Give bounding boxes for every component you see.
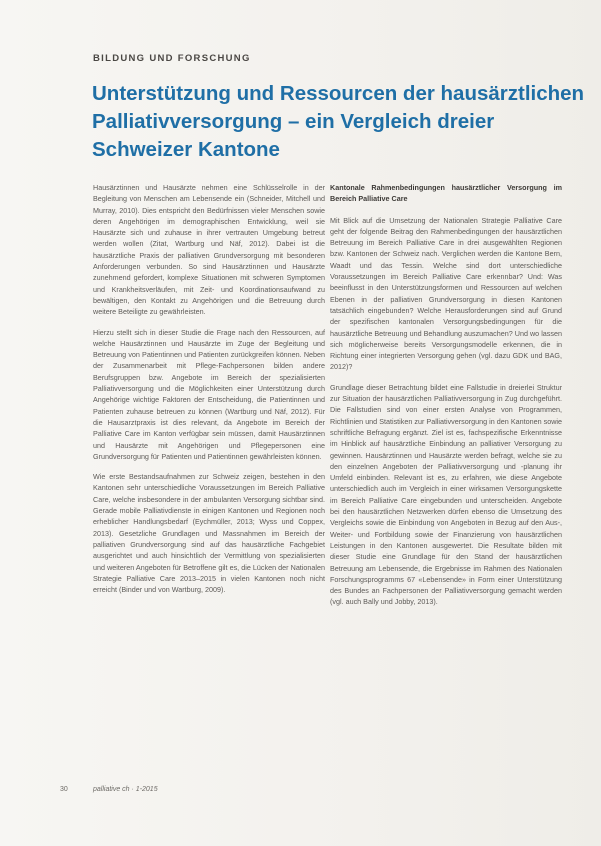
body-paragraph: Grundlage dieser Betrachtung bildet eine Fallstudie in dreierlei Struktur zur Situation der hausärztlichen Palliativversorgung in Zug durchgeführt. Die Fallstudien sind von einer ersten Analyse von Programmen, Richtlinien und Statistiken zur Palliativversorgung in den Kantonen sowie schriftliche Befragung ergänzt. Ziel ist es, fachspezifische Erkenntnisse im Hinblick auf hausärztliche Einbindung an palliativer Versorgung zu gewinnen. Hausärztinnen und Hausärzte werden befragt, welche sie zu den einzelnen Angeboten der Palliativversorgung und -planung ihr Umfeld einbinden. Relevant ist es, zu erfahren, wie diese Angebote unterschiedlich auch im Vergleich in einer wirksamen Versorgungskette im Bereich Palliative Care eingebunden und unterscheiden. Angebote bei den hausärztlichen Netzwerken dürfen ebenso die Umsetzung des Vergleichs sowie die Einbindung von Angeboten in Bezug auf den Aus-, Weiter- und Fortbildung sowie der Finanzierung von hausärztlichen Leistungen in den Kantonen ausgewertet. Die Resultate bilden mit dieser Studie eine Grundlage für den Stand der hausärztlichen Betreuung am Lebensende, die Ergebnisse im Rahmen des Nationalen Forschungsprogramms 67 «Lebensende» in Form einer Unterstützung des Bundes an Fachpersonen der Palliativversorgung gemacht werden (vgl. auch Bally und Jobby, 2013). (330, 382, 562, 607)
title-line: Schweizer Kantone (92, 138, 280, 161)
journal-name: palliative ch · 1-2015 (93, 786, 158, 793)
body-paragraph: Hausärztinnen und Hausärzte nehmen eine Schlüsselrolle in der Begleitung von Menschen am Lebensende ein (Schneider, Mitchell und Murray, 2010). Dies entspricht den Bedürfnissen vieler Menschen sowie deren Angehörigen im demographischen Entwicklung, weil sie Hausärzte sich und zuhause in ihrer vertrauten Umgebung betreut werden wollen (Zitat, Wartburg und Näf, 2012). Dabei ist die hausärztliche Praxis der palliativen Grundversorgung mit besonderen Anforderungen verbunden. So sind Hausärztinnen und Hausärzte zunehmend gefordert, komplexe Situationen mit schweren Symptomen und Krankheitsverläufen, mit Zeit- und Koordinationsaufwand zu bewältigen, den Kontakt zu Angehörigen und die Betreuung durch weitere Beteiligte zu gewährleisten. (93, 183, 325, 317)
article-title (92, 80, 585, 164)
right-column (330, 182, 562, 617)
body-paragraph: Hierzu stellt sich in dieser Studie die Frage nach den Ressourcen, auf welche Hausärztinnen und Hausärzte im Zuge der Begleitung und Betreuung von Patientinnen und Patienten zurückgreifen können. Neben der Zusammenarbeit mit Pflege-Fachpersonen bilden andere Berufsgruppen bzw. Angebote im Bereich der spezialisierten Palliativversorgung und die Möglichkeiten einer Unterstützung durch Angehörige wichtige Faktoren der Entscheidung, die Patientinnen und Patienten zuhause betreuen zu können (Wartburg und Näf, 2012). Für die Hausarztpraxis ist dies relevant, da Angebote im Bereich der Palliative Care im Kanton verfügbar sein müssen, damit Hausärztinnen und Hausärzte mit Angehörigen und Pflegepersonen eine Grundversorgung für Patienten und Patientinnen gewährleisten können. (93, 327, 325, 461)
left-column (93, 182, 325, 604)
title-line: Unterstützung und Ressourcen der hausärztlichen (92, 82, 585, 105)
title-line: Palliativversorgung – ein Vergleich dreier (92, 110, 495, 133)
section-label: BILDUNG UND FORSCHUNG (93, 53, 251, 64)
body-paragraph: Mit Blick auf die Umsetzung der Nationalen Strategie Palliative Care geht der folgende Beitrag den Rahmenbedingungen der hausärztlichen Betreuung im Bereich Palliative Care in drei ausgewählten Regionen bzw. Kantonen der Schweiz nach. Verglichen werden die Kantone Bern, Waadt und das Tessin. Welche sind dort unterschiedliche Voraussetzungen im Bereich Palliative Care erkennbar? Und: Was beeinflusst in den Unterstützungsformen und Ressourcen auf welchen Ebenen in der palliativen Grundversorgung in diesen Kantonen tatsächlich eingebunden? Welche Herausforderungen sind auf Grund der spezifischen kantonalen Versorgungsbedingungen für die hausärztliche Betreuung und Behandlung auszumachen? Und wo lassen sich möglicherweise bereits Versorgungsmodelle erkennen, die in Richtung einer integrierten Versorgung gehen (vgl. dazu GDK und BAG, 2012)? (330, 215, 562, 372)
body-paragraph: Wie erste Bestandsaufnahmen zur Schweiz zeigen, bestehen in den Kantonen sehr unterschiedliche Voraussetzungen im Bereich Palliative Care, welche insbesondere in der ambulanten Versorgung sichtbar sind. Gerade mobile Palliativdienste in einigen Kantonen und Regionen noch erheblicher Handlungsbedarf (Eychmüller, 2013; Wyss und Coppex, 2013). Gesetzliche Grundlagen und Massnahmen im Bereich der palliativen Grundversorgung sind auf das hausärztliche Fachgebiet ausgerichtet und auch hinsichtlich der Vermittlung von spezialisierten und weiteren Angeboten für Betroffene gilt es, die Lücken der Nationalen Strategie Palliative Care 2013–2015 in vielen Kantonen noch nicht erreicht (Binder und von Wartburg, 2009). (93, 472, 325, 595)
page-number: 30 (60, 786, 68, 793)
subsection-heading: Kantonale Rahmenbedingungen hausärztlicher Versorgung im Bereich Palliative Care (330, 183, 562, 204)
page-footer (60, 786, 540, 800)
